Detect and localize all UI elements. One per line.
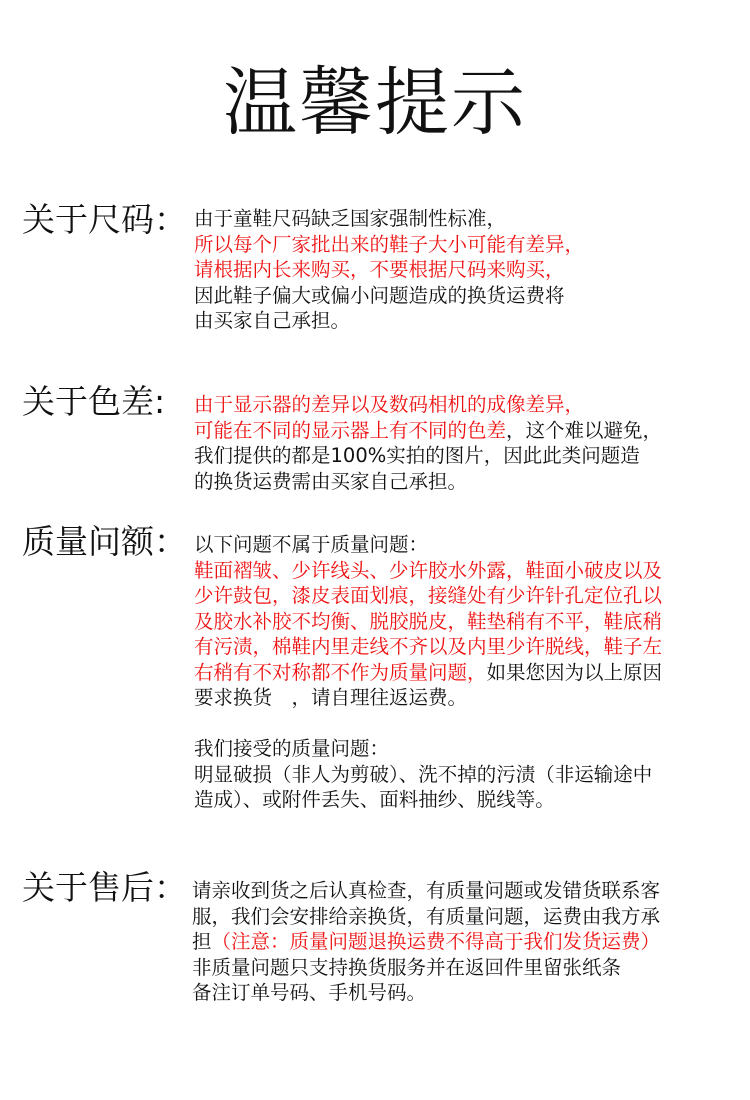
body-text: 要求换货 ，请自理往返运费。 (194, 686, 468, 709)
text-line (194, 418, 729, 444)
body-text: 请亲收到货之后认真检查，有质量问题或发错货联系客 (192, 879, 661, 902)
text-line (194, 283, 729, 309)
highlight-text: 及胶水补胶不均衡、脱胶脱皮，鞋垫稍有不平，鞋底稍 (194, 609, 663, 633)
text-line (194, 232, 729, 258)
text-line (192, 878, 727, 904)
section-body-after-sales (192, 878, 727, 1006)
text-line (194, 392, 729, 418)
highlight-text: 可能在不同的显示器上有不同的色差 (194, 418, 507, 442)
text-line (192, 929, 727, 955)
paragraph-gap (194, 711, 729, 737)
highlight-text: （注意：质量问题退换运费不得高于我们发货运费） (211, 930, 661, 953)
section-heading-size: 关于尺码： (22, 200, 187, 239)
page-title: 温馨提示 (223, 60, 527, 146)
body-text: 备注订单号码、手机号码。 (192, 981, 427, 1004)
body-text: 担 (192, 930, 212, 953)
text-line (192, 955, 727, 981)
highlight-text: 右稍有不对称都不作为质量问题， (194, 660, 487, 684)
text-line (192, 980, 727, 1006)
text-line (194, 558, 729, 584)
text-line (194, 787, 729, 813)
highlight-text: 请根据内长来购买，不要根据尺码来购买， (194, 258, 565, 281)
body-text: 以下问题不属于质量问题： (194, 533, 429, 556)
text-line (194, 583, 729, 609)
body-text: 由买家自己承担。 (194, 309, 351, 332)
section-heading-after-sales: 关于售后： (22, 868, 187, 907)
text-line (194, 609, 729, 635)
body-text: 因此鞋子偏大或偏小问题造成的换货运费将 (194, 283, 565, 307)
body-text: 非质量问题只支持换货服务并在返回件里留张纸条 (192, 955, 622, 979)
body-text: ，这个难以避免， (506, 418, 663, 442)
body-text: 由于童鞋尺码缺乏国家强制性标准， (194, 207, 507, 230)
body-text: 明显破损（非人为剪破）、洗不掉的污渍（非运输途中 (194, 762, 653, 786)
text-line (194, 206, 729, 232)
body-text: 如果您因为以上原因 (486, 660, 663, 684)
section-body-quality (194, 532, 729, 813)
text-line (194, 634, 729, 660)
text-line (192, 904, 727, 930)
text-line (194, 660, 729, 686)
body-text: 我们接受的质量问题： (194, 737, 390, 760)
section-heading-color: 关于色差: (22, 382, 166, 421)
section-body-color (194, 392, 729, 494)
body-text: 的换货运费需由买家自己承担。 (194, 469, 468, 493)
highlight-text: 由于显示器的差异以及数码相机的成像差异， (194, 393, 585, 416)
text-line (194, 469, 729, 495)
highlight-text: 少许鼓包，漆皮表面划痕，接缝处有少许针孔定位孔以 (194, 584, 663, 607)
text-line (194, 736, 729, 762)
text-line (194, 532, 729, 558)
highlight-text: 鞋面褶皱、少许线头、少许胶水外露，鞋面小破皮以及 (194, 558, 663, 582)
section-body-size (194, 206, 729, 334)
body-text: 造成）、或附件丢失、面料抽纱、脱线等。 (194, 788, 555, 811)
text-line (194, 308, 729, 334)
text-line (194, 443, 729, 469)
body-text: 服，我们会安排给亲换货，有质量问题，运费由我方承 (192, 904, 661, 928)
text-line (194, 257, 729, 283)
section-heading-quality: 质量问额： (22, 522, 187, 561)
highlight-text: 所以每个厂家批出来的鞋子大小可能有差异， (194, 232, 585, 256)
highlight-text: 有污渍，棉鞋内里走线不齐以及内里少许脱线，鞋子左 (194, 635, 663, 658)
text-line (194, 685, 729, 711)
text-line (194, 762, 729, 788)
body-text: 我们提供的都是100%实拍的图片，因此此类问题造 (194, 444, 640, 467)
